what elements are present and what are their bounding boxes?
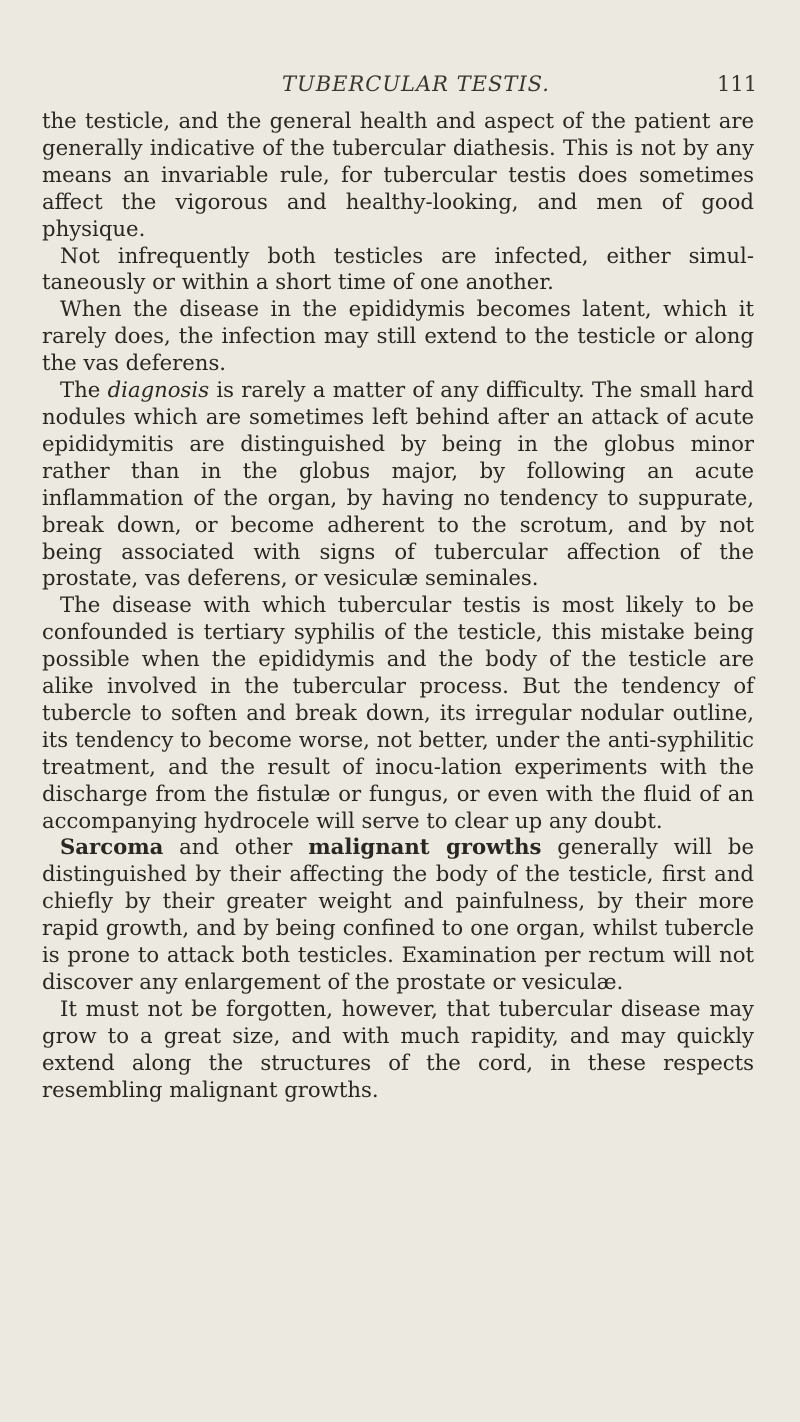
page-number: 111 bbox=[717, 72, 758, 96]
running-head bbox=[0, 72, 800, 100]
emphasis-diagnosis: diagnosis bbox=[107, 377, 210, 403]
body-text bbox=[42, 108, 754, 1104]
paragraph: The diagnosis is rarely a matter of any difficulty. The small hard nodules which are sometimes left behind after an attack of acute epididymitis are distinguished by being in the globus minor rather than in the globus major, by following an acute inflammation of the organ, by having no tendency to suppurate, break down, or become adherent to the scrotum, and by not being associated with signs of tubercular affection of the prostate, vas deferens, or vesiculæ seminales. bbox=[42, 377, 754, 591]
paragraph: It must not be forgotten, however, that tubercular disease may grow to a great size, and with much rapidity, and may quickly extend along the structures of the cord, in these respects resembling malignant growths. bbox=[42, 995, 754, 1102]
paragraph: the testicle, and the general health and aspect of the patient are generally indicative of the tubercular diathesis. This is not by any means an invariable rule, for tubercular testis does sometimes affect the vigorous and healthy-looking, and men of good physique. bbox=[42, 108, 754, 241]
paragraph: When the disease in the epididymis becomes latent, which it rarely does, the infection may still extend to the testicle or along the vas deferens. bbox=[42, 296, 754, 376]
paragraph: Not infrequently both testicles are infected, either simul-taneously or within a short time of one another. bbox=[42, 242, 754, 295]
running-title: TUBERCULAR TESTIS. bbox=[282, 72, 550, 96]
bold-malignant-growths: malignant growths bbox=[308, 834, 542, 860]
bold-sarcoma: Sarcoma bbox=[60, 834, 164, 860]
paragraph: The disease with which tubercular testis is most likely to be confounded is tertiary syphilis of the testicle, this mistake being possible when the epididymis and the body of the testicle are alike involved in the tubercular process. But the tendency of tubercle to soften and break down, its irregular nodular outline, its tendency to become worse, not better, under the anti-syphilitic treatment, and the result of inocu-lation experiments with the discharge from the fistulæ or fungus, or even with the fluid of an accompanying hydrocele will serve to clear up any doubt. bbox=[42, 592, 754, 833]
paragraph: Sarcoma and other malignant growths generally will be distinguished by their affecting the body of the testicle, first and chiefly by their greater weight and painfulness, by their more rapid growth, and by being confined to one organ, whilst tubercle is prone to attack both testicles. Examination per rectum will not discover any enlargement of the prostate or vesiculæ. bbox=[42, 834, 754, 994]
